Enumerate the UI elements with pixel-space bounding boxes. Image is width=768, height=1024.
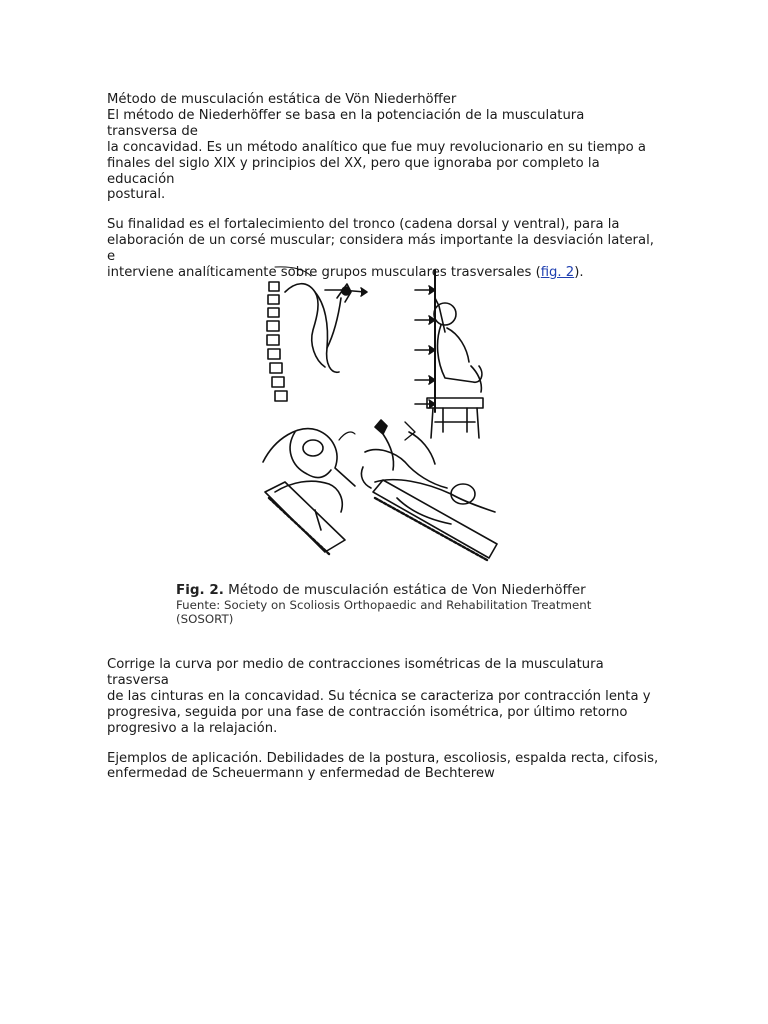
purpose-line-start: interviene analíticamente sobre grupos musculares trasversales ( [107, 265, 541, 281]
technique-line: Corrige la curva por medio de contracciones isométricas de la musculatura trasversa [107, 657, 604, 688]
section-heading: Método de musculación estática de Vön Niederhöffer [107, 92, 457, 107]
caption-title [176, 582, 606, 598]
seated-figure [415, 270, 483, 438]
caption-source: Fuente: Society on Scoliosis Orthopaedic and Rehabilitation Treatment [176, 598, 592, 612]
reclined-figure [263, 429, 355, 554]
supine-figure [361, 420, 497, 560]
purpose-line: elaboración de un corsé muscular; considera más importante la desviación lateral, e [107, 233, 654, 265]
technique-line: de las cinturas en la concavidad. Su técnica se caracteriza por contracción lenta y [107, 688, 651, 704]
exercise-drawings [255, 262, 500, 562]
figure-2-illustration [255, 262, 500, 562]
intro-line: postural. [107, 187, 166, 203]
purpose-line-end: ). [574, 265, 584, 281]
examples-line: enfermedad de Scheuermann y enfermedad de Bechterew [107, 766, 495, 782]
document-body-continued [107, 657, 667, 796]
technique-line: progresivo a la relajación. [107, 720, 278, 736]
examples-paragraph [107, 751, 667, 783]
fig-2-link[interactable]: fig. 2 [540, 265, 575, 281]
caption-label: Fig. 2. [176, 582, 224, 598]
caption-source: (SOSORT) [176, 612, 234, 626]
technique-line: progresiva, seguida por una fase de contracción isométrica, por último retorno [107, 704, 628, 720]
intro-paragraph [107, 92, 657, 203]
examples-line: Ejemplos de aplicación. Debilidades de la postura, escoliosis, espalda recta, cifosis, [107, 750, 659, 766]
intro-line: El método de Niederhöffer se basa en la potenciación de la musculatura transversa de [107, 107, 585, 139]
intro-line: finales del siglo XIX y principios del XX, pero que ignoraba por completo la educación [107, 155, 600, 187]
figure-caption [176, 582, 606, 626]
caption-title-text: Método de musculación estática de Von Niederhöffer [228, 582, 586, 598]
intro-line: la concavidad. Es un método analítico que fue muy revolucionario en su tiempo a [107, 139, 646, 155]
spine-drawing [267, 267, 367, 401]
purpose-line: Su finalidad es el fortalecimiento del tronco (cadena dorsal y ventral), para la [107, 217, 620, 233]
technique-paragraph [107, 657, 667, 737]
